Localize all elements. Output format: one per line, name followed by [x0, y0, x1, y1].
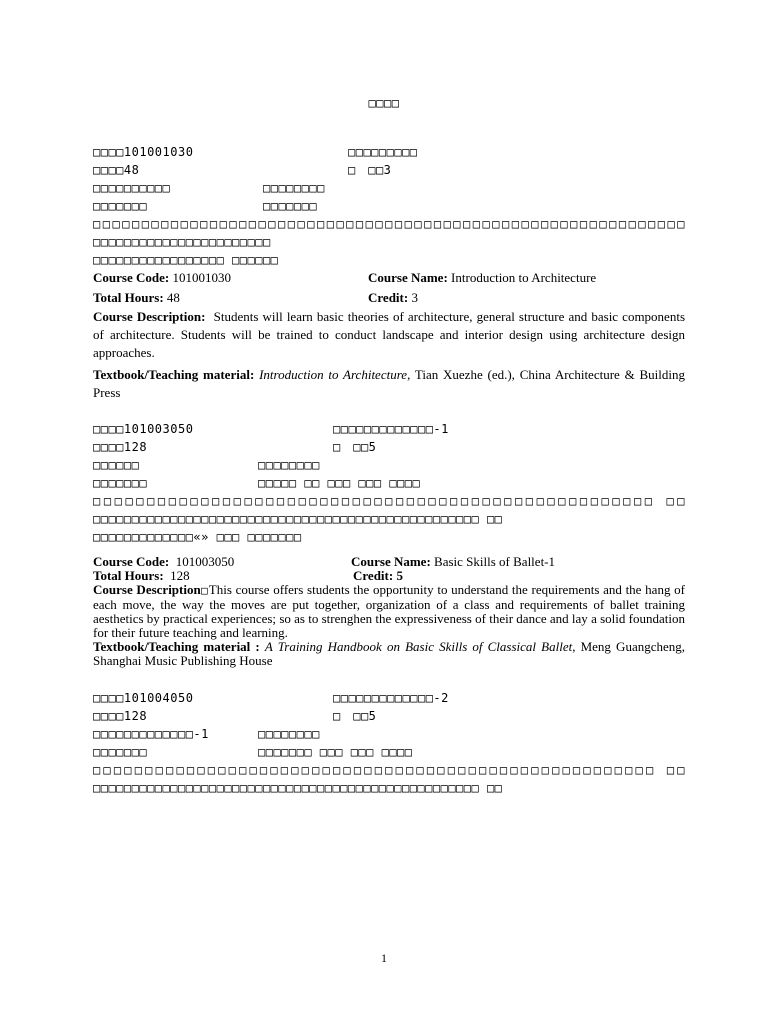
course-type-cn: □□□□□□□□ — [258, 458, 320, 472]
course-code-cn: □□□□101004050 — [93, 691, 194, 705]
course-description-text: This course offers students the opportunity to understand the requirements and the hang of each move, the way the moves are put together, organization of a class and requirements of ballet training aesthetics by practical experiences; so as to strenghen the expressiveness of their dance and lay a solid foundation for their future teaching and learning. — [93, 582, 685, 640]
course-description-label: Course Description: — [93, 309, 206, 324]
course2-cn-section — [93, 420, 685, 546]
total-hours-value: 48 — [166, 290, 180, 305]
textbook-cn: □□□□□□□□□□□□□□□□□ □□□□□□ — [93, 253, 279, 267]
credit-cn: □ □□3 — [348, 163, 392, 177]
instructor-cn: □□□□□□□ □□□ □□□ □□□□ — [258, 745, 413, 759]
course1-cn-section — [93, 143, 685, 269]
prerequisite-cn: □□□□□□ — [93, 458, 140, 472]
textbook-details: , Tian Xuezhe (ed.), China Architecture & Building Press — [93, 367, 685, 400]
credit-value: 3 — [411, 290, 418, 305]
credit-cn: □ □□5 — [333, 709, 377, 723]
course-name-cn: □□□□□□□□□□□□□-1 — [333, 422, 449, 436]
course-name-value: Basic Skills of Ballet-1 — [434, 554, 556, 569]
course-name-label: Course Name: — [351, 554, 431, 569]
page-number: 1 — [381, 951, 387, 965]
course-description-en: Course Description□This course offers students the opportunity to understand the requirements and the hang of each move, the way the moves are put together, organization of a class and requirements of ballet training aesthetics by practical experiences; so as to strenghen the expressiveness of their dance and lay a solid foundation for their future teaching and learning. — [93, 582, 685, 640]
course-type-cn: □□□□□□□□ — [263, 181, 325, 195]
course-code-cn: □□□□101001030 — [93, 145, 194, 159]
course-code-cn: □□□□101003050 — [93, 422, 194, 436]
credit-value: 5 — [396, 568, 403, 583]
course3-cn-section — [93, 689, 685, 797]
textbook-label: Textbook/Teaching material : — [93, 639, 260, 654]
department-cn: □□□□□□□ — [93, 745, 148, 759]
textbook-label: Textbook/Teaching material: — [93, 367, 255, 382]
textbook-en — [93, 366, 685, 402]
course-description-cn: □□□□□□□□□□□□□□□□□□□□□□□□□□□□□□□□□□□□□□□□□□□□□□□□□□□□ □□ □□□□□□□□□□□□□□□□□□□□□□□□□□□□□□□□□□□□□□□□□□□□□□□□□□ □□ — [93, 494, 685, 526]
instructor-cn: □□□□□□□ — [263, 199, 318, 213]
credit-cn: □ □□5 — [333, 440, 377, 454]
course-description-text: Students will learn basic theories of architecture, general structure and basic components of architecture. Students will be trained to conduct landscape and interior design using architecture design approaches. — [93, 309, 686, 360]
course1-en-section — [93, 268, 685, 402]
total-hours-cn: □□□□128 — [93, 709, 148, 723]
course-name-cn: □□□□□□□□□ — [348, 145, 418, 159]
instructor-cn: □□□□□ □□ □□□ □□□ □□□□ — [258, 476, 421, 490]
course-name-label: Course Name: — [368, 270, 448, 285]
textbook-title: Introduction to Architecture — [259, 367, 408, 382]
course-code-value: 101001030 — [172, 270, 231, 285]
total-hours-label: Total Hours: — [93, 568, 164, 583]
course2-en-section — [93, 555, 685, 668]
total-hours-cn: □□□□128 — [93, 440, 148, 454]
department-cn: □□□□□□□ — [93, 476, 148, 490]
course-description-label: Course Description — [93, 582, 201, 597]
prerequisite-cn: □□□□□□□□□□□□□-1 — [93, 727, 209, 741]
course-name-value: Introduction to Architecture — [451, 270, 597, 285]
course-code-label: Course Code: — [93, 554, 170, 569]
course-description-cn: □□□□□□□□□□□□□□□□□□□□□□□□□□□□□□□□□□□□□□□□□□□□□□□□□□□□□□□□□□□□□ □□□□□□□□□□□□□□□□□□□□□□□ — [93, 217, 685, 249]
credit-label: Credit: — [368, 290, 409, 305]
textbook-details: , Meng Guangcheng, Shanghai Music Publishing House — [93, 639, 686, 668]
course-type-cn: □□□□□□□□ — [258, 727, 320, 741]
page-title: □□□□ — [368, 96, 400, 110]
credit-label: Credit: — [353, 568, 394, 583]
prerequisite-cn: □□□□□□□□□□ — [93, 181, 171, 195]
course-name-cn: □□□□□□□□□□□□□-2 — [333, 691, 449, 705]
total-hours-value: 128 — [170, 568, 190, 583]
textbook-en — [93, 640, 685, 668]
course-description-en — [93, 308, 685, 362]
total-hours-label: Total Hours: — [93, 290, 164, 305]
department-cn: □□□□□□□ — [93, 199, 148, 213]
textbook-cn: □□□□□□□□□□□□□«» □□□ □□□□□□□ — [93, 530, 302, 544]
course-code-value: 101003050 — [175, 554, 235, 569]
course-description-cn: □□□□□□□□□□□□□□□□□□□□□□□□□□□□□□□□□□□□□□□□□□□□□□□□□□□□□□ □□ □□□□□□□□□□□□□□□□□□□□□□□□□□□□□□□□□□□□□□□□□□□□□□□□□□ □□ — [93, 763, 685, 795]
course-code-label: Course Code: — [93, 270, 170, 285]
total-hours-cn: □□□□48 — [93, 163, 140, 177]
textbook-title: A Training Handbook on Basic Skills of Classical Ballet — [264, 639, 573, 654]
